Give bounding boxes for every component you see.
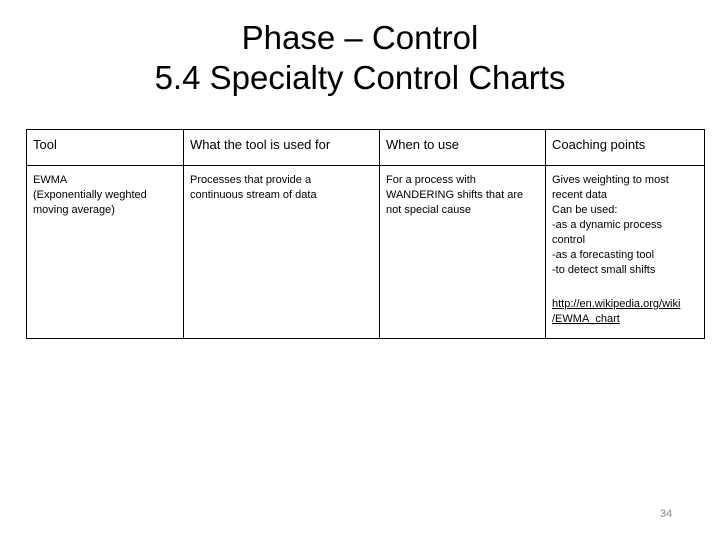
cell-coaching-points (546, 166, 705, 339)
table-header-row (27, 130, 705, 166)
tool-line: (Exponentially weghted (33, 189, 147, 201)
slide-title-line-1: Phase – Control (241, 19, 479, 56)
header-when-to-use: When to use (380, 130, 546, 166)
coaching-line: -as a dynamic process (552, 219, 663, 231)
used-for-line: Processes that provide a (190, 174, 312, 186)
table-row (27, 166, 705, 339)
cell-used-for (184, 166, 380, 339)
coaching-line: recent data (552, 189, 608, 201)
when-to-use-line: not special cause (386, 204, 471, 216)
when-to-use-line: WANDERING shifts that are (386, 189, 524, 201)
tool-line: EWMA (33, 174, 68, 186)
header-tool: Tool (27, 130, 184, 166)
ewma-wikipedia-link[interactable] (552, 297, 699, 327)
page-number: 34 (660, 508, 673, 520)
link-line-1: http://en.wikipedia.org/wiki (552, 298, 681, 310)
coaching-line: Gives weighting to most (552, 174, 669, 186)
cell-tool (27, 166, 184, 339)
cell-when-to-use (380, 166, 546, 339)
tool-line: moving average) (33, 204, 115, 216)
coaching-line: -to detect small shifts (552, 264, 656, 276)
slide-title-line-2: 5.4 Specialty Control Charts (154, 59, 566, 96)
link-line-2: /EWMA_chart (552, 313, 620, 325)
coaching-line: Can be used: (552, 204, 618, 216)
coaching-line: -as a forecasting tool (552, 249, 655, 261)
when-to-use-line: For a process with (386, 174, 476, 186)
used-for-line: continuous stream of data (190, 189, 317, 201)
slide-title (0, 18, 720, 98)
coaching-line: control (552, 234, 586, 246)
specialty-charts-table (26, 129, 705, 339)
header-coaching-points: Coaching points (546, 130, 705, 166)
header-used-for: What the tool is used for (184, 130, 380, 166)
